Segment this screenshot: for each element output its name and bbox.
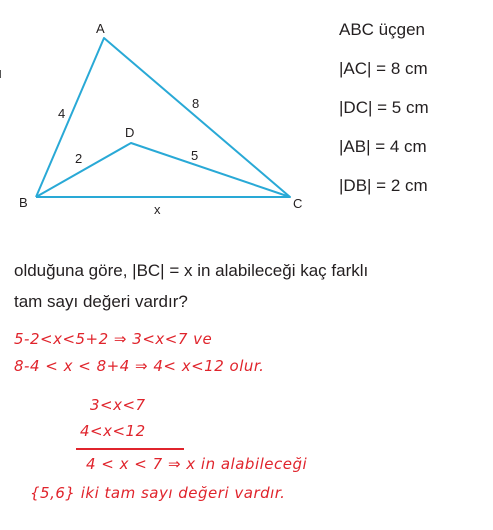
side-label-bd: 2: [75, 151, 83, 166]
side-label-bc: x: [154, 202, 161, 217]
given-item: |AC| = 8 cm: [339, 59, 428, 78]
side-label-ac: 8: [192, 96, 200, 111]
solution-line-6: {5,6} iki tam sayı değeri vardır.: [30, 484, 286, 502]
question-line-1: olduğuna göre, |BC| = x in alabileceği kaç farklı: [14, 261, 369, 280]
vertex-label-d: D: [125, 125, 135, 140]
solution-line-2: 8-4 < x < 8+4 ⇒ 4< x<12 olur.: [14, 357, 265, 375]
given-item: |DB| = 2 cm: [339, 176, 428, 195]
side-label-ab: 4: [58, 106, 66, 121]
given-item: |DC| = 5 cm: [339, 98, 429, 117]
triangle-lines: [36, 38, 290, 197]
question-line-2: tam sayı değeri vardır?: [14, 292, 188, 311]
side-label-dc: 5: [191, 148, 199, 163]
solution-line-1: 5-2<x<5+2 ⇒ 3<x<7 ve: [14, 330, 213, 348]
solution-line-4: 4<x<12: [80, 422, 146, 440]
solution-line-5: 4 < x < 7 ⇒ x in alabileceği: [86, 455, 308, 473]
given-item: ABC üçgen: [339, 20, 425, 39]
vertex-label-c: C: [293, 196, 303, 211]
solution-line-3: 3<x<7: [90, 396, 146, 414]
vertex-label-a: A: [96, 21, 105, 36]
given-item: |AB| = 4 cm: [339, 137, 427, 156]
triangle-abc: [36, 38, 290, 197]
vertex-label-b: B: [19, 195, 28, 210]
solution-underline: [76, 448, 184, 450]
triangle-figure: [0, 0, 320, 220]
